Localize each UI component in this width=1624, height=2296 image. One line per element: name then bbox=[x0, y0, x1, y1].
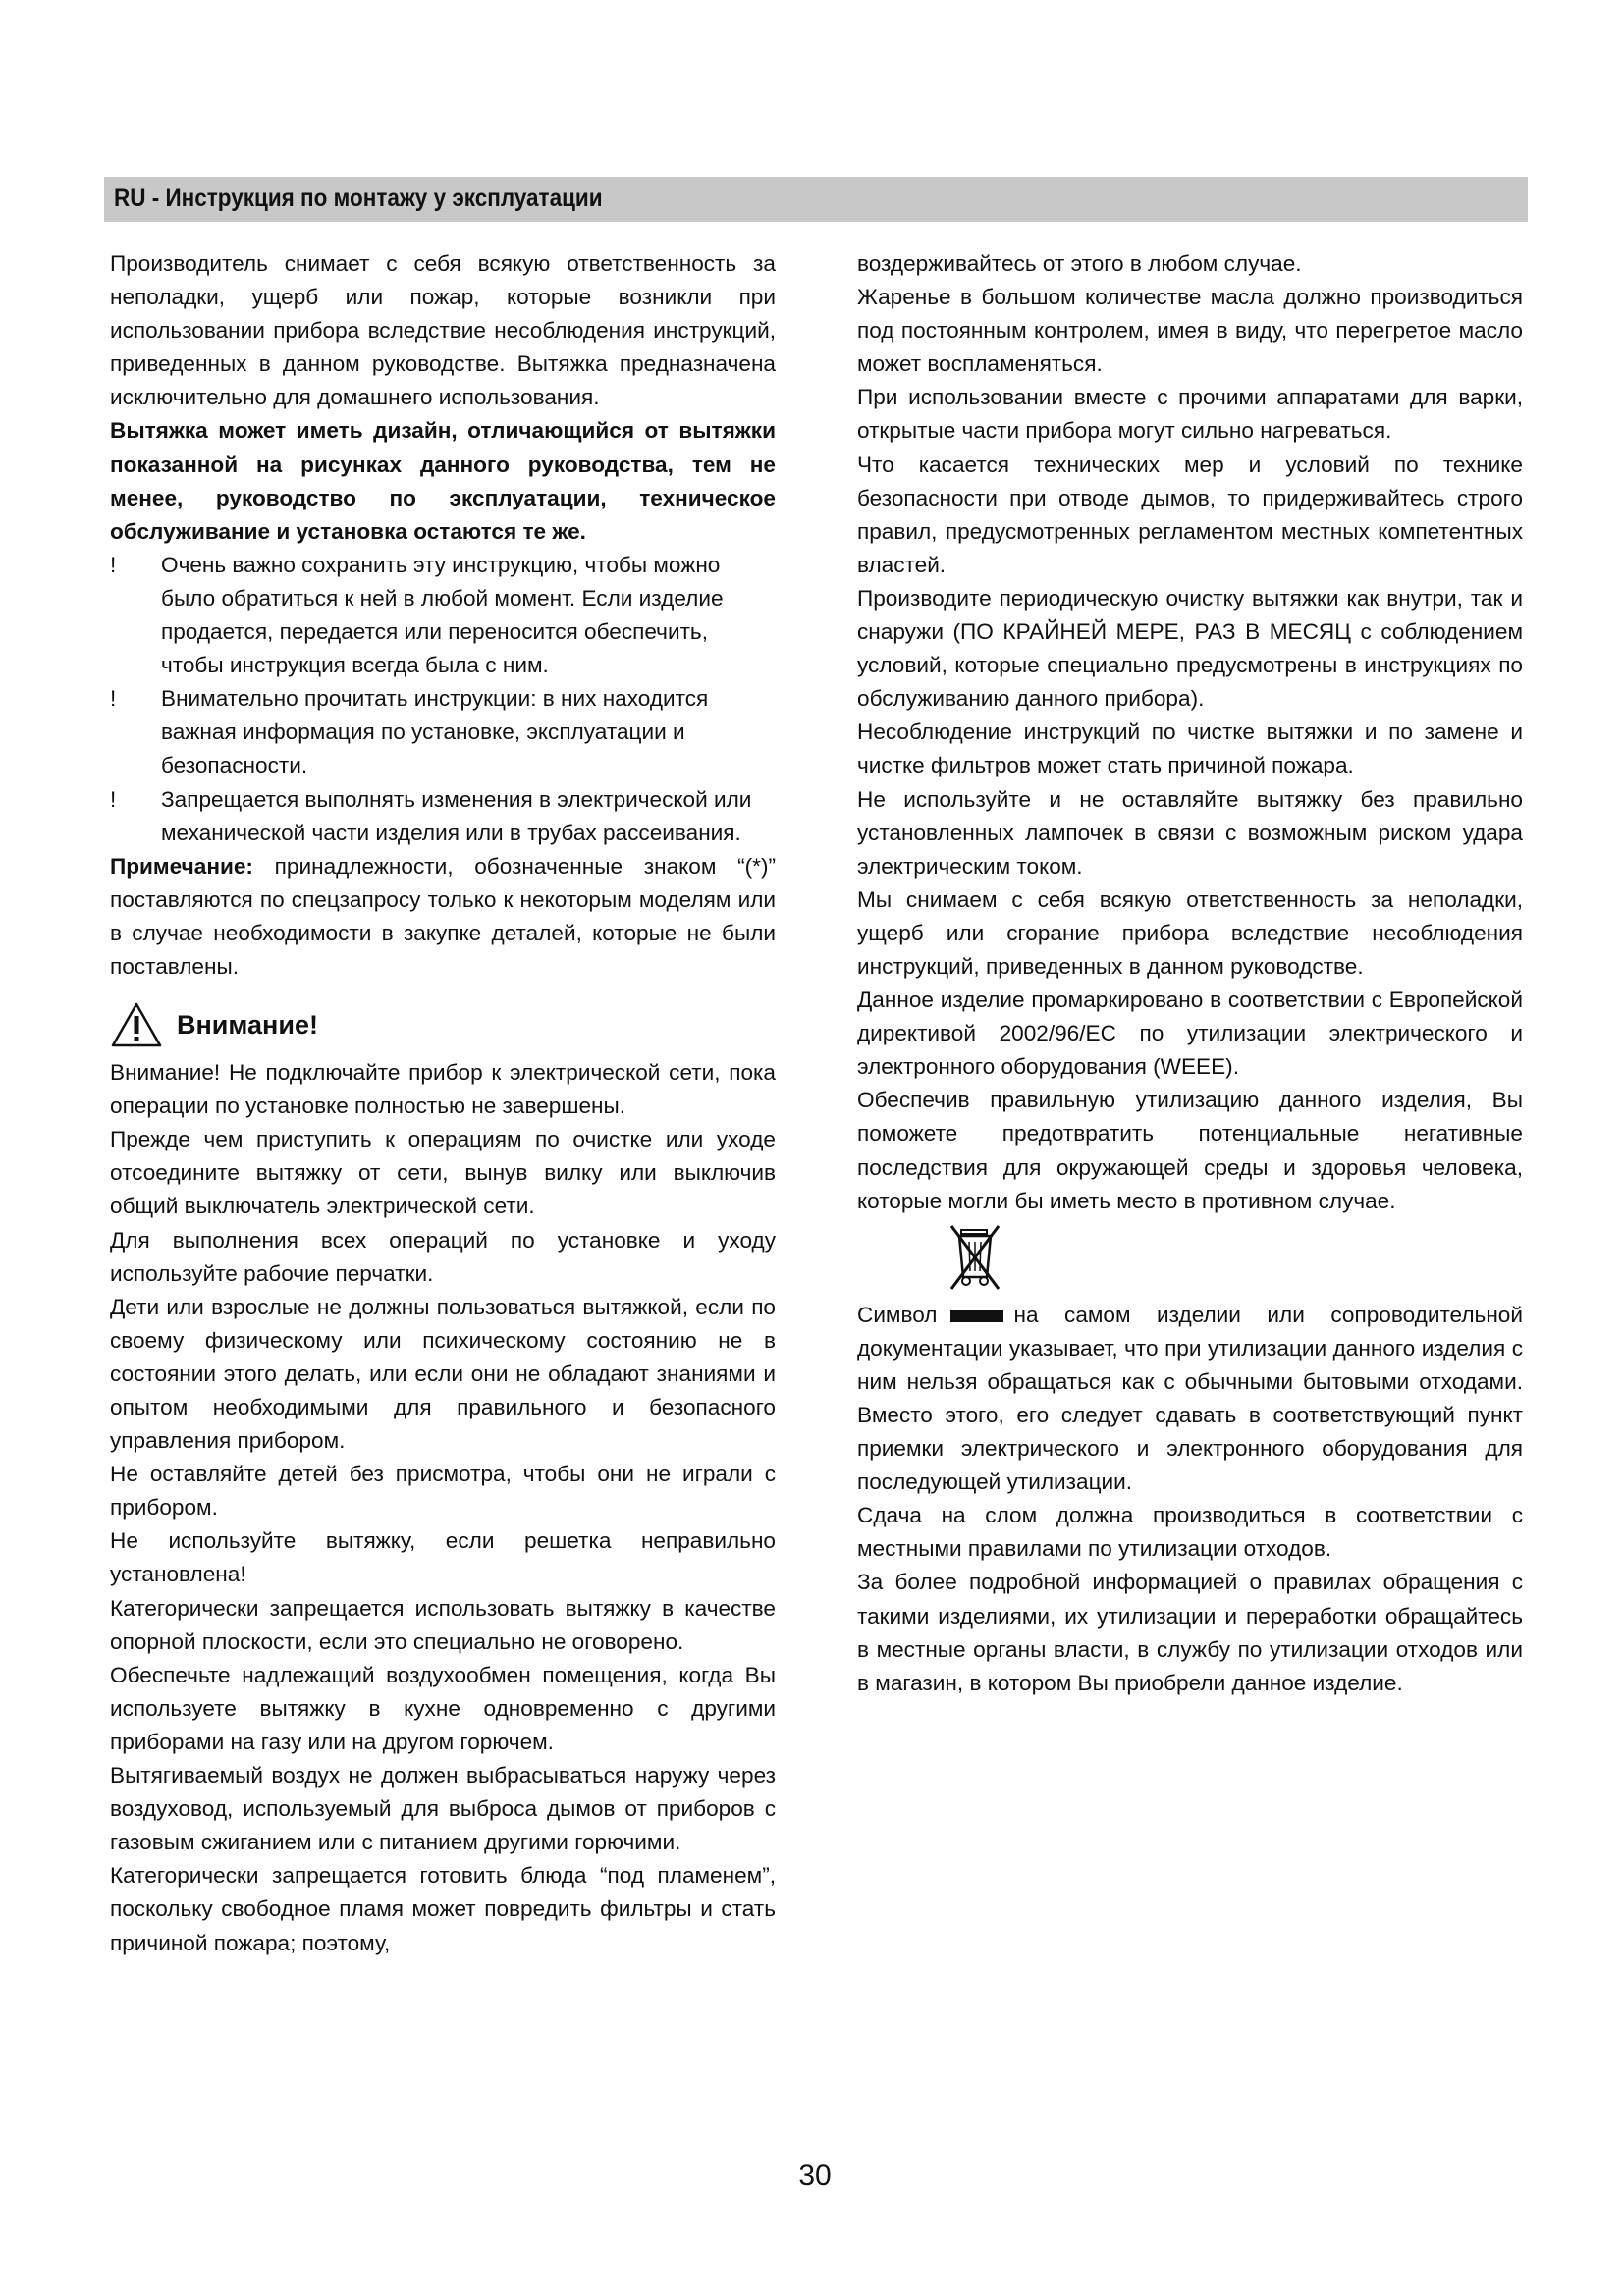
safety-paragraph: Не используйте и не оставляйте вытяжку без правильно установленных лампочек в связи с возможным риском удара электрическим током. bbox=[857, 786, 1523, 879]
warning-paragraph: Не используйте вытяжку, если решетка неправильно установлена! bbox=[110, 1528, 776, 1587]
warning-paragraph: Для выполнения всех операций по установке и уходу используйте рабочие перчатки. bbox=[110, 1227, 776, 1286]
bullet-item bbox=[110, 682, 776, 782]
warning-paragraph: Внимание! Не подключайте прибор к электрической сети, пока операции по установке полностью не завершены. bbox=[110, 1060, 776, 1119]
exclamation-mark: ! bbox=[110, 552, 117, 577]
exclamation-mark: ! bbox=[110, 686, 117, 712]
bullet-item bbox=[110, 783, 776, 850]
safety-paragraph: Производите периодическую очистку вытяжки как внутри, так и снаружи (ПО КРАЙНЕЙ МЕРЕ, РАЗ В МЕСЯЦ с соблюдением условий, которые специально предусмотрены в инструкциях по обслуживанию данного прибора). bbox=[857, 585, 1523, 712]
warning-paragraph: Вытягиваемый воздух не должен выбрасываться наружу через воздуховод, используемый для выброса дымов от приборов с газовым сжиганием или с питанием другими горючими. bbox=[110, 1763, 776, 1855]
note-label: Примечание: bbox=[110, 853, 253, 879]
safety-paragraph: воздерживайтесь от этого в любом случае. bbox=[857, 251, 1302, 276]
liability-paragraph: Производитель снимает с себя всякую ответственность за неполадки, ущерб или пожар, которые возникли при использовании прибора вследствие несоблюдения инструкций, приведенных в данном руководстве. Вытяжка предназначена исключительно для домашнего использования. bbox=[110, 251, 776, 410]
warning-title: Внимание! bbox=[177, 1010, 318, 1041]
symbol-word: Символ bbox=[857, 1302, 938, 1327]
warning-heading bbox=[110, 997, 776, 1052]
section-header-bar bbox=[104, 177, 1528, 222]
note-paragraph bbox=[110, 850, 776, 984]
exclamation-mark: ! bbox=[110, 786, 117, 812]
safety-paragraph: Мы снимаем с себя всякую ответственность за неполадки, ущерб или сгорание прибора вследствие несоблюдения инструкций, приведенных в данном руководстве. bbox=[857, 886, 1523, 979]
weee-symbol-area bbox=[857, 1218, 1523, 1299]
warning-paragraph: Категорически запрещается готовить блюда “под пламенем”, поскольку свободное пламя может повредить фильтры и стать причиной пожара; поэтому, bbox=[110, 1863, 776, 1955]
disposal-paragraph: За более подробной информацией о правилах обращения с такими изделиями, их утилизации и переработки обращайтесь в местные органы власти, в службу по утилизации отходов или в магазин, в котором Вы приобрели данное изделие. bbox=[857, 1570, 1523, 1695]
symbol-paragraph bbox=[857, 1299, 1523, 1500]
page-number: 30 bbox=[798, 2160, 832, 2192]
note-text: принадлежности, обозначенные знаком “(*)” поставляются по спецзапросу только к некоторым моделям или в случае необходимости в закупке деталей, которые не были поставлены. bbox=[110, 853, 776, 979]
black-bar-icon bbox=[950, 1310, 1003, 1322]
bullet-text: Внимательно прочитать инструкции: в них находится важная информация по установке, эксплуатации и безопасности. bbox=[161, 686, 709, 778]
left-column bbox=[110, 247, 776, 1960]
bullet-text: Запрещается выполнять изменения в электрической или механической части изделия или в трубах рассеивания. bbox=[161, 786, 752, 845]
weee-paragraph: Обеспечив правильную утилизацию данного изделия, Вы поможете предотвратить потенциальные негативные последствия для окружающей среды и здоровья человека, которые могли бы иметь место в противном случае. bbox=[857, 1088, 1523, 1213]
safety-paragraph: Что касается технических мер и условий по технике безопасности при отводе дымов, то придерживайтесь строго правил, предусмотренных регламентом местных компетентных властей. bbox=[857, 452, 1523, 577]
crossed-out-bin-icon bbox=[946, 1222, 1004, 1293]
warning-paragraph: Прежде чем приступить к операциям по очистке или уходе отсоедините вытяжку от сети, вынув вилку или выключив общий выключатель электрической сети. bbox=[110, 1127, 776, 1219]
design-note-paragraph: Вытяжка может иметь дизайн, отличающийся от вытяжки показанной на рисунках данного руководства, тем не менее, руководство по эксплуатации, техническое обслуживание и установка остаются те же. bbox=[110, 418, 776, 544]
symbol-text: на самом изделии или сопроводительной документации указывает, что при утилизации данного изделия с ним нельзя обращаться как с обычными бытовыми отходами. Вместо этого, его следует сдавать в соответствующий пункт приемки электрического и электронного оборудования для последующей утилизации. bbox=[857, 1302, 1523, 1495]
right-column bbox=[857, 247, 1523, 1700]
weee-paragraph: Данное изделие промаркировано в соответствии с Европейской директивой 2002/96/EC по утилизации электрического и электронного оборудования (WEEE). bbox=[857, 988, 1523, 1080]
warning-paragraph: Обеспечьте надлежащий воздухообмен помещения, когда Вы используете вытяжку в кухне одновременно с другими приборами на газу или на другом горючем. bbox=[110, 1662, 776, 1754]
warning-paragraph: Не оставляйте детей без присмотра, чтобы они не играли с прибором. bbox=[110, 1462, 776, 1521]
warning-paragraph: Дети или взрослые не должны пользоваться вытяжкой, если по своему физическому или психическому состоянию не в состоянии этого делать, или если они не обладают знаниями и опытом необходимыми для правильного и безопасного управления прибором. bbox=[110, 1294, 776, 1454]
section-title: RU - Инструкция по монтажу у эксплуатации bbox=[114, 185, 603, 212]
warning-paragraph: Категорически запрещается использовать вытяжку в качестве опорной плоскости, если это специально не оговорено. bbox=[110, 1595, 776, 1654]
safety-paragraph: При использовании вместе с прочими аппаратами для варки, открытые части прибора могут сильно нагреваться. bbox=[857, 385, 1523, 444]
disposal-paragraph: Сдача на слом должна производиться в соответствии с местными правилами по утилизации отходов. bbox=[857, 1503, 1523, 1562]
safety-paragraph: Жаренье в большом количестве масла должно производиться под постоянным контролем, имея в виду, что перегретое масло может воспламеняться. bbox=[857, 285, 1523, 377]
warning-triangle-icon bbox=[110, 1001, 163, 1048]
bullet-item bbox=[110, 549, 776, 682]
bullet-text: Очень важно сохранить эту инструкцию, чтобы можно было обратиться к ней в любой момент. Если изделие продается, передается или переносится обеспечить, чтобы инструкция всегда была с ним. bbox=[161, 552, 724, 678]
safety-paragraph: Несоблюдение инструкций по чистке вытяжки и по замене и чистке фильтров может стать причиной пожара. bbox=[857, 720, 1523, 778]
